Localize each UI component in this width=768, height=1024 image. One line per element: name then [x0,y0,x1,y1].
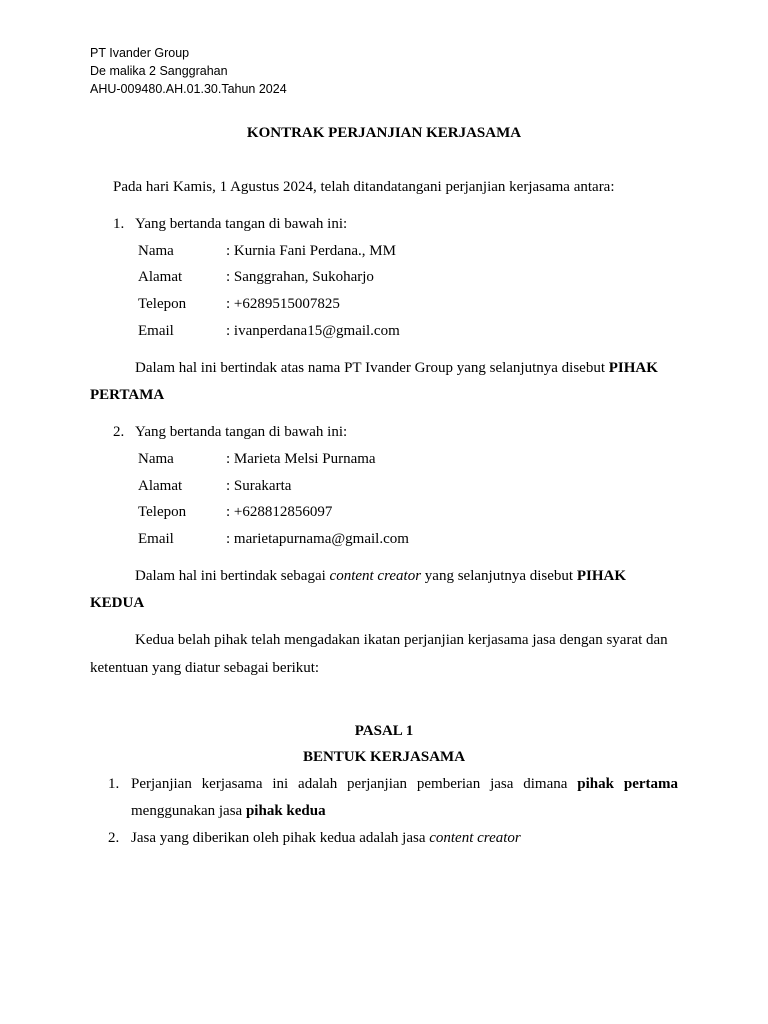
party2-email-value: : marietapurnama@gmail.com [226,531,409,547]
pasal1-item1-bold: pihak pertama [577,776,679,792]
party1-name-label: Nama [138,243,174,259]
party1-email-label: Email [138,323,174,339]
agreement-line-2: ketentuan yang diatur sebagai berikut: [90,660,320,676]
party2-address-value: : Surakarta [226,478,292,494]
party2-role-bold-continued: KEDUA [90,595,145,611]
party2-phone-value: : +628812856097 [226,504,333,520]
pasal1-item1-number: 1. [108,776,120,792]
party1-role-line [135,360,658,377]
party2-role-suffix: yang selanjutnya disebut [424,568,574,584]
party2-role-line [135,568,626,585]
party1-address-label: Alamat [138,269,183,285]
party1-phone-label: Telepon [138,296,187,312]
party1-role-bold-continued: PERTAMA [90,387,165,403]
pasal1-item2-number: 2. [108,830,120,846]
party2-role-italic: content creator [329,568,422,584]
party1-email-value: : ivanperdana15@gmail.com [226,323,400,339]
company-registration: AHU-009480.AH.01.30.Tahun 2024 [90,82,287,96]
pasal1-item1-text: Perjanjian kerjasama ini adalah perjanjian pemberian jasa dimana [131,776,568,792]
intro-paragraph: Pada hari Kamis, 1 Agustus 2024, telah ditandatangani perjanjian kerjasama antara: [113,179,615,195]
party1-role-text: Dalam hal ini bertindak atas nama PT Ivander Group yang selanjutnya disebut [135,360,606,376]
party2-address-label: Alamat [138,478,183,494]
party1-role-continuation [90,387,164,404]
party2-phone-label: Telepon [138,504,187,520]
document-title: KONTRAK PERJANJIAN KERJASAMA [246,125,522,141]
party2-heading: Yang bertanda tangan di bawah ini: [135,424,348,440]
pasal1-item2-italic: content creator [429,830,521,846]
party1-phone-value: : +6289515007825 [226,296,340,312]
pasal1-item1-line2 [131,803,326,820]
pasal1-subheading: BENTUK KERJASAMA [302,749,466,765]
party1-heading: Yang bertanda tangan di bawah ini: [135,216,348,232]
party2-role-bold: PIHAK [576,568,627,584]
party2-number: 2. [113,424,125,440]
pasal1-item1-bold-continued: pihak kedua [245,803,326,819]
company-address: De malika 2 Sanggrahan [90,64,228,78]
party2-name-label: Nama [138,451,174,467]
party1-address-value: : Sanggrahan, Sukoharjo [226,269,374,285]
pasal1-item1-text-continued: menggunakan jasa [131,803,243,819]
agreement-line-1: Kedua belah pihak telah mengadakan ikatan perjanjian kerjasama jasa dengan syarat dan [135,632,668,648]
company-name: PT Ivander Group [90,46,190,60]
party2-name-value: : Marieta Melsi Purnama [226,451,376,467]
party2-email-label: Email [138,531,174,547]
party1-role-bold: PIHAK [608,360,658,376]
party2-role-continuation [90,595,144,612]
party1-number: 1. [113,216,125,232]
party2-role-prefix: Dalam hal ini bertindak sebagai [135,568,326,584]
pasal1-item2-line [131,830,521,847]
pasal1-item1-line1 [131,776,678,793]
pasal1-item2-text: Jasa yang diberikan oleh pihak kedua adalah jasa [131,830,426,846]
party1-name-value: : Kurnia Fani Perdana., MM [226,243,396,259]
pasal1-heading: PASAL 1 [354,723,414,739]
